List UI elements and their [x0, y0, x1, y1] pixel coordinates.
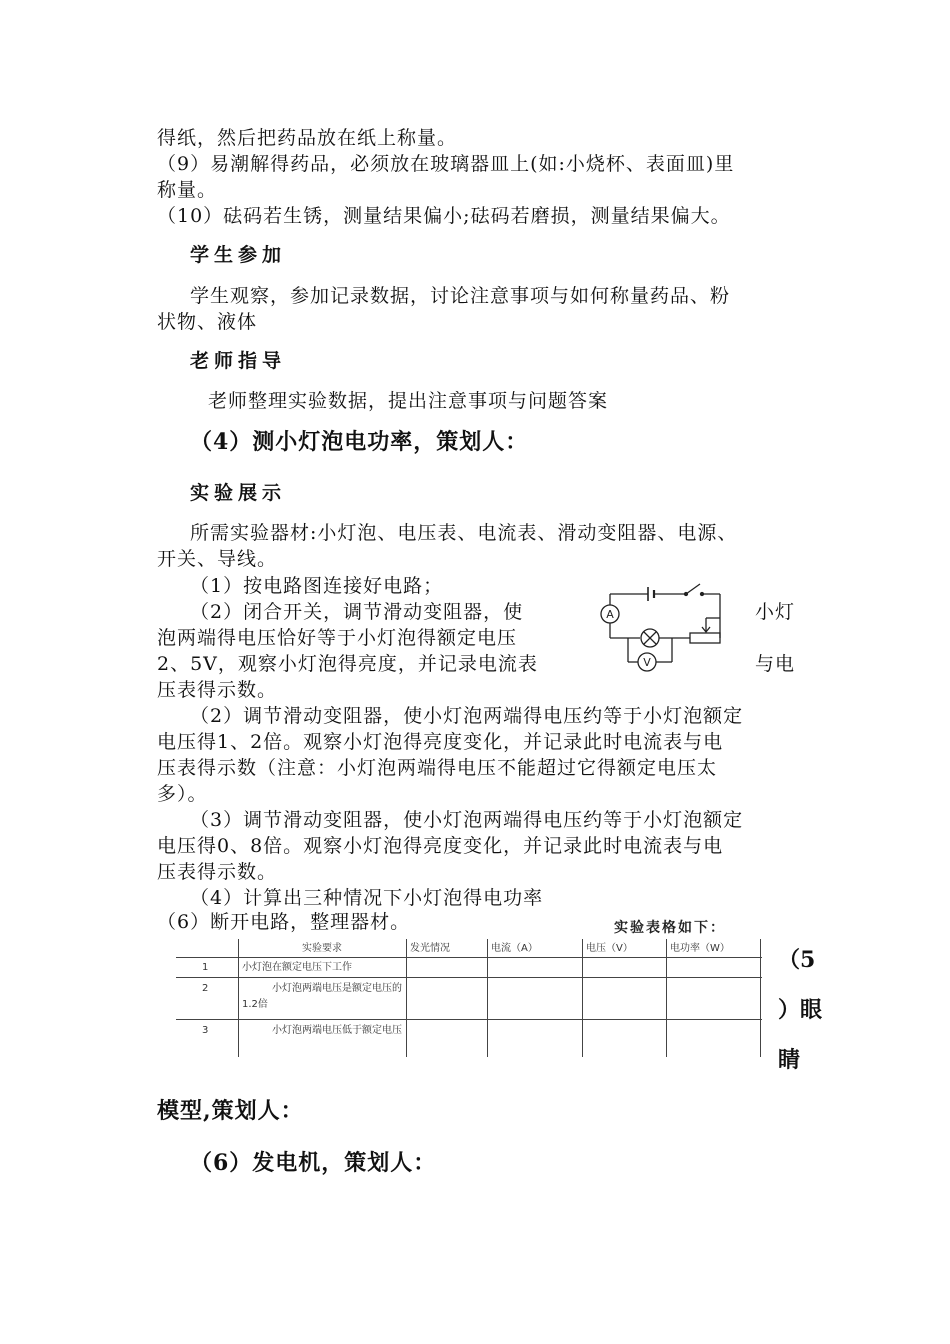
table-caption: 实验表格如下： — [614, 920, 726, 936]
table-row-3-req: 小灯泡两端电压低于额定电压 — [272, 1025, 402, 1036]
section-5-title: 模型,策划人： — [157, 1098, 304, 1124]
circuit-diagram — [598, 578, 728, 676]
table-row-2-req: 小灯泡两端电压是额定电压的1.2倍 — [242, 983, 402, 1010]
line-3: 称量。 — [157, 179, 218, 201]
line-11b: 小灯 — [755, 601, 796, 623]
line-22: （4）计算出三种情况下小灯泡得电功率 — [190, 887, 544, 909]
voltmeter-label: V — [643, 656, 651, 669]
ammeter-label: A — [606, 608, 614, 621]
section-6-title: （6）发电机，策划人： — [190, 1150, 437, 1176]
line-9: 开关、导线。 — [157, 548, 278, 570]
section-4-title: （4）测小灯泡电功率，策划人： — [190, 429, 529, 455]
table-row-1-req: 小灯泡在额定电压下工作 — [242, 962, 352, 973]
line-4: （10）砝码若生锈，测量结果偏小;砝码若磨损，测量结果偏大。 — [157, 205, 731, 227]
table-row-3-num: 3 — [202, 1025, 209, 1036]
line-5: 学生观察，参加记录数据，讨论注意事项与如何称量药品、粉 — [190, 285, 731, 307]
table-header-current: 电流（A） — [491, 943, 538, 954]
line-13: 2、5V，观察小灯泡得亮度，并记录电流表 — [157, 653, 538, 675]
line-15: （2）调节滑动变阻器，使小灯泡两端得电压约等于小灯泡额定 — [190, 705, 744, 727]
line-18: 多）。 — [157, 783, 208, 805]
line-20: 电压得0、8倍。观察小灯泡得亮度变化，并记录此时电流表与电 — [157, 835, 724, 857]
line-16: 电压得1、2倍。观察小灯泡得亮度变化，并记录此时电流表与电 — [157, 731, 724, 753]
line-7: 老师整理实验数据，提出注意事项与问题答案 — [208, 390, 609, 412]
line-12: 泡两端得电压恰好等于小灯泡得额定电压 — [157, 627, 518, 649]
heading-student: 学生参加 — [190, 244, 287, 266]
line-8: 所需实验器材:小灯泡、电压表、电流表、滑动变阻器、电源、 — [190, 522, 738, 544]
table-header-glow: 发光情况 — [410, 943, 450, 954]
heading-teacher: 老师指导 — [190, 350, 287, 372]
line-21: 压表得示数。 — [157, 861, 278, 883]
side-text-1: （5 — [778, 947, 816, 973]
line-2: （9）易潮解得药品，必须放在玻璃器皿上(如:小烧杯、表面皿)里 — [157, 153, 735, 175]
table-row-1-num: 1 — [202, 962, 209, 973]
table-header-requirement: 实验要求 — [302, 943, 342, 954]
side-text-2: ）眼 — [778, 997, 823, 1023]
line-19: （3）调节滑动变阻器，使小灯泡两端得电压约等于小灯泡额定 — [190, 809, 744, 831]
line-23: （6）断开电路，整理器材。 — [157, 911, 411, 933]
line-17: 压表得示数（注意：小灯泡两端得电压不能超过它得额定电压太 — [157, 757, 718, 779]
table-header-power: 电功率（W） — [670, 943, 730, 954]
line-13b: 与电 — [755, 653, 796, 675]
table-row-2-num: 2 — [202, 983, 209, 994]
side-text-3: 睛 — [778, 1047, 801, 1073]
line-1: 得纸，然后把药品放在纸上称量。 — [157, 127, 458, 149]
line-14: 压表得示数。 — [157, 679, 278, 701]
heading-show: 实验展示 — [190, 482, 287, 504]
table-header-voltage: 电压（V） — [586, 943, 633, 954]
line-11: （2）闭合开关，调节滑动变阻器，使 — [190, 601, 524, 623]
line-10: （1）按电路图连接好电路； — [190, 575, 444, 597]
line-6: 状物、液体 — [157, 311, 258, 333]
